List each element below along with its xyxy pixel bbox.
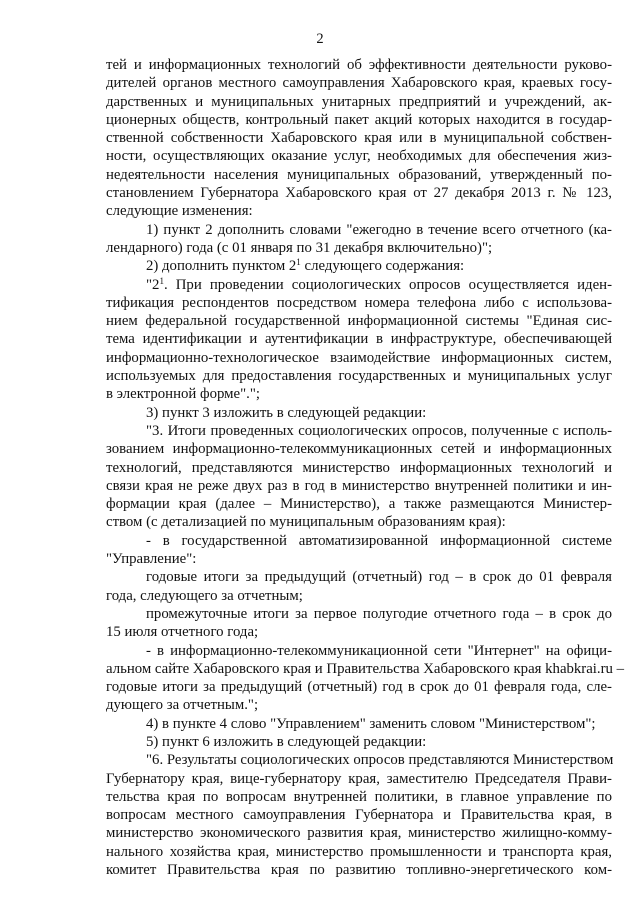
text-line — [106, 532, 612, 550]
text-line — [106, 751, 612, 769]
text-line-main: 3) пункт 3 изложить в следующей редакции: — [146, 404, 427, 421]
text-line — [106, 111, 612, 129]
text-line-main: - в информационно-телекоммуникационной сети "Интернет" на офици- — [146, 642, 612, 659]
text-line-main: годовые итоги за предыдущий (отчетный) год в срок до 01 февраля года, сле- — [106, 679, 612, 696]
text-line — [106, 367, 612, 385]
text-line-main: "2 — [146, 276, 160, 293]
text-line — [106, 74, 612, 92]
text-line-main: зованием информационно-телекоммуникационных сетей и информационных — [106, 441, 612, 458]
text-line-main: ционерных обществ, контрольный пакет акций которых находится в государ- — [106, 111, 612, 128]
text-line — [106, 843, 612, 861]
text-line — [106, 330, 612, 348]
text-line — [106, 861, 612, 879]
text-line-main: "3. Итоги проведенных социологических опросов, полученные с исполь- — [146, 422, 612, 439]
text-line — [106, 678, 612, 696]
text-line-main: 15 июля отчетного года; — [106, 624, 259, 641]
text-line — [106, 312, 612, 330]
text-line — [106, 623, 612, 641]
text-line — [106, 239, 612, 257]
text-line — [106, 257, 612, 275]
text-line — [106, 806, 612, 824]
text-line-main: вопросам местного самоуправления Губернатора и Правительства края, в — [106, 807, 612, 824]
text-line — [106, 733, 612, 751]
text-line-main: тема идентификации и аутентификации в инфраструктуре, обеспечивающей — [106, 331, 612, 348]
text-line — [106, 147, 612, 165]
text-line-main: дующего за отчетным."; — [106, 697, 259, 714]
text-line-main: недеятельности населения муниципальных образований, утвержденный по- — [106, 166, 612, 183]
text-line-main: 1) пункт 2 дополнить словами "ежегодно в течение всего отчетного (ка- — [146, 221, 612, 238]
text-line — [106, 824, 612, 842]
superscript: 1 — [159, 275, 164, 286]
text-line-main: ственной собственности Хабаровского края или в муниципальной собствен- — [106, 130, 612, 147]
text-line — [106, 221, 612, 239]
text-line-main: альном сайте Хабаровского края и Правительства Хабаровского края khabkrai.ru – — [106, 660, 625, 677]
text-line-main: тификация респондентов посредством номера телефона либо с использова- — [106, 294, 612, 311]
text-line-main: информационно-технологическое взаимодействие информационных систем, — [106, 349, 612, 366]
text-line-main: 4) в пункте 4 слово "Управлением" заменить словом "Министерством"; — [146, 715, 596, 732]
text-line-main: годовые итоги за предыдущий (отчетный) год – в срок до 01 февраля — [146, 569, 612, 586]
text-line-main: "6. Результаты социологических опросов представляются Министерством — [146, 752, 614, 769]
text-line-tail: следующего содержания: — [300, 258, 465, 275]
text-line — [106, 129, 612, 147]
page-number: 2 — [316, 31, 324, 47]
text-line-main: технологий, представляются министерство информационных технологий и — [106, 459, 612, 476]
text-line — [106, 294, 612, 312]
text-line-tail: . При проведении социологических опросов осуществляется иден- — [163, 276, 612, 293]
text-line-main: нием федеральной государственной информационной системы "Единая сис- — [106, 313, 612, 330]
text-line — [106, 385, 612, 403]
text-line-main: используемых для предоставления государственных и муниципальных услуг — [106, 368, 612, 385]
text-line-main: министерство экономического развития края, министерство жилищно-комму- — [106, 825, 612, 842]
text-line-main: в электронной форме"."; — [106, 386, 260, 403]
text-line-main: становлением Губернатора Хабаровского края от 27 декабря 2013 г. № 123, — [106, 185, 612, 202]
text-line-main: - в государственной автоматизированной информационной системе — [146, 532, 612, 549]
text-line-main: 5) пункт 6 изложить в следующей редакции: — [146, 733, 427, 750]
text-line — [106, 276, 612, 294]
text-line — [106, 422, 612, 440]
text-line — [106, 202, 612, 220]
text-line — [106, 349, 612, 367]
text-line — [106, 568, 612, 586]
document-body — [106, 56, 625, 879]
text-line — [106, 587, 612, 605]
text-line — [106, 404, 612, 422]
text-line — [106, 184, 612, 202]
text-line-main: промежуточные итоги за первое полугодие отчетного года – в срок до — [146, 605, 612, 622]
text-line — [106, 513, 612, 531]
text-line — [106, 605, 612, 623]
text-line — [106, 788, 612, 806]
text-line — [106, 715, 612, 733]
text-line — [106, 660, 625, 678]
text-line — [106, 696, 612, 714]
text-line-main: следующие изменения: — [106, 203, 253, 220]
text-line — [106, 642, 612, 660]
text-line-main: формации края (далее – Министерство), а также размещаются Министер- — [106, 496, 612, 513]
text-line — [106, 477, 612, 495]
text-line-main: комитет Правительства края по развитию топливно-энергетического ком- — [106, 862, 612, 879]
text-line — [106, 440, 612, 458]
text-line-main: ством (с детализацией по муниципальным образованиям края): — [106, 514, 506, 531]
text-line-main: "Управление": — [106, 551, 197, 568]
text-line — [106, 550, 612, 568]
text-line-main: нального хозяйства края, министерство промышленности и транспорта края, — [106, 843, 612, 860]
text-line-main: связи края не реже двух раз в год в министерство внутренней политики и ин- — [106, 477, 612, 494]
text-line-main: года, следующего за отчетным; — [106, 587, 303, 604]
text-line — [106, 93, 612, 111]
text-line-main: тей и информационных технологий об эффективности деятельности руково- — [106, 57, 612, 73]
text-line — [106, 495, 612, 513]
text-line-main: лендарного) года (с 01 января по 31 декабря включительно)"; — [106, 239, 493, 256]
text-line — [106, 459, 612, 477]
text-line-main: дителей органов местного самоуправления Хабаровского края, краевых госу- — [106, 75, 612, 92]
text-line — [106, 56, 612, 74]
text-line-main: тельства края по вопросам внутренней политики, в главное управление по — [106, 788, 612, 805]
superscript: 1 — [296, 257, 301, 268]
text-line-main: Губернатору края, вице-губернатору края, заместителю Председателя Прави- — [106, 770, 612, 787]
text-line — [106, 166, 612, 184]
text-line-main: ности, осуществляющих оказание услуг, необходимых для обеспечения жиз- — [106, 148, 612, 165]
text-line — [106, 770, 612, 788]
text-line-main: 2) дополнить пунктом 2 — [146, 258, 297, 275]
text-line-main: дарственных и муниципальных унитарных предприятий и учреждений, ак- — [106, 93, 612, 110]
